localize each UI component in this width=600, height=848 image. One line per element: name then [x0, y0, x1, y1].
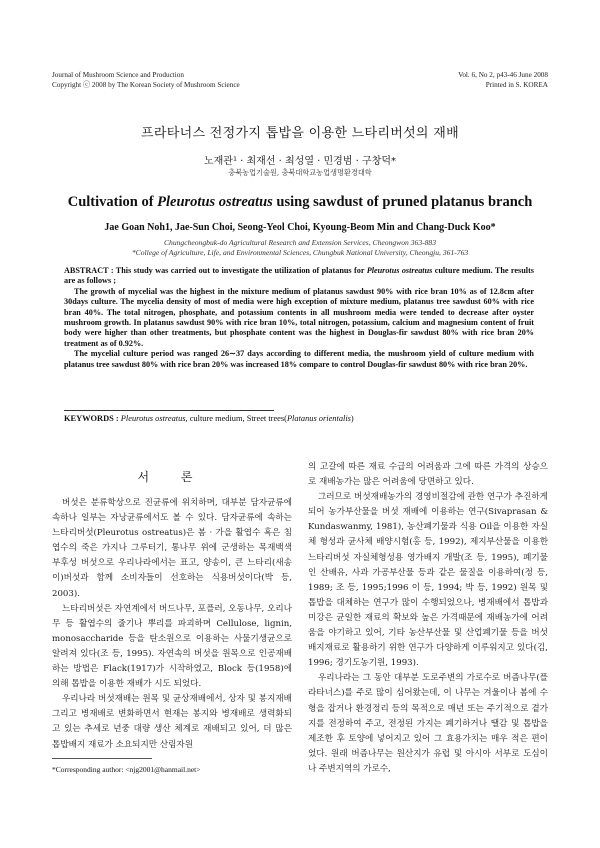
section-title-introduction: 서 론: [137, 470, 207, 484]
keywords-rule: [64, 410, 274, 411]
right-paragraph-3: 우리나라는 그 동안 대부분 도로주변의 가로수로 버즘나무(플라타너스)를 주로 많이 심어왔는데, 이 나무는 겨울이나 봄에 수형을 잡거나 환경정리 등의 목적으로 매년 또는 주기적으로 곁가지를 전정하여 주고, 전정된 가지는 폐기하거나 땔감 및 톱밥을 제조한 후 토양에 넣어지고 있어 그 효용가치는 매우 적은 편이었다. 원래 버즘나무는 원산지가 유럽 및 아시아 서부로 도심이나 주변지역의 가로수,: [308, 673, 548, 774]
volume-info: Vol. 6, No 2, p43-46 June 2008: [458, 71, 548, 79]
right-column: [308, 460, 548, 777]
abstract-species: Pleurotus ostreatus: [366, 266, 433, 275]
left-column: [52, 496, 292, 753]
corresponding-author-footnote: *Corresponding author: <njg2001@hanmail.net>: [52, 765, 201, 774]
english-affiliation-1: Chungcheongbuk-do Agricultural Research and Extension Services, Cheongwon 363-883: [163, 238, 437, 247]
title-suffix: using sawdust of pruned platanus branch: [272, 194, 533, 210]
abstract-label: ABSTRACT :: [64, 266, 116, 275]
english-affiliation-2: *College of Agriculture, Life, and Environmental Sciences, Chungbuk National University, Cheongju, 361-763: [131, 248, 469, 257]
keywords: [64, 414, 534, 423]
left-paragraph-3: 우리나라 버섯재배는 원목 및 균상재배에서, 상자 및 봉지재배 그리고 병재배로 변화하면서 현재는 봉지와 병재배로 생력화되고 있는 추세로 년중 대량 생산 체계로 재배되고 있어, 더 많은 톱밥배지 재료가 소요되지만 산림자원: [52, 694, 292, 750]
title-prefix: Cultivation of: [67, 194, 158, 210]
english-authors: Jae Goan Noh1, Jae-Sun Choi, Seong-Yeol Choi, Kyoung-Beom Min and Chang-Duck Koo*: [104, 222, 496, 233]
keyword-genus: Platanus orientalis: [286, 414, 351, 423]
right-paragraph-1: 의 고갈에 따른 재료 수급의 어려움과 그에 따른 가격의 상승으로 재배농가는 많은 어려움에 당면하고 있다.: [308, 462, 548, 488]
abstract-paragraph-3: The mycelial culture period was ranged 26∼37 days according to different media, the mushroom yield of culture medium with platanus tree sawdust 80% with rice bran 20% was increased 18% compare to control Douglas-fir sawdust 80% with rice bran 20%.: [64, 349, 534, 369]
journal-name: Journal of Mushroom Science and Production: [52, 71, 184, 79]
english-title: [0, 194, 600, 211]
keywords-label: KEYWORDS :: [64, 414, 121, 423]
journal-header-left: [52, 70, 240, 90]
keywords-middle: , culture medium, Street trees(: [185, 414, 287, 423]
footnote-rule: [52, 758, 152, 759]
korean-authors: 노재관¹ · 최재선 · 최성열 · 민경범 · 구창덕*: [203, 156, 397, 167]
abstract-lead-text-end: culture medium. The results are as follows ;: [64, 266, 534, 286]
abstract-lead-text: This study was carried out to investigate the utilization of platanus for: [115, 266, 367, 275]
abstract-lead: [64, 266, 534, 287]
abstract: [64, 266, 534, 370]
left-paragraph-1: 버섯은 분류학상으로 진균류에 위치하며, 대부분 담자균류에 속하나 일부는 자낭균류에서도 볼 수 있다. 담자균류에 속하는 느타리버섯(Pleurotus ostreatus)은 봄 · 가을 활엽수 혹은 침엽수의 죽은 가지나 그루터기, 통나무 위에 군생하는 목재백색 부후성 버섯으로 우리나라에서는 표고, 양송이, 큰 느타리(새송이)버섯과 함께 소비자들이 선호하는 식용버섯이다(박 등, 2003).: [52, 498, 292, 599]
printed-info: Printed in S. KOREA: [485, 81, 548, 89]
copyright-line: Copyright ⓒ 2008 by The Korean Society of Mushroom Science: [52, 81, 240, 89]
right-paragraph-2: 그러므로 버섯재배농가의 경영비절감에 관한 연구가 추진하게 되어 농가부산물을 버섯 재배에 이용하는 연구(Sivaprasan & Kundaswanmy, 1981), 농산폐기물과 식용 Oil을 이용한 자실체 형성과 균사체 배양시험(홍 등, 1992), 제지부산물을 이용한 느타리버섯 자실체형성용 영가배지 개발(조 등, 1995), 폐기물인 산배유, 사과 가공부산물 등과 같은 물질을 이용하여(정 등, 1989; 조 등, 1995;1996 이 등, 1994; 박 등, 1992) 원목 및 톱밥을 대체하는 연구가 많이 수행되었으나, 병재배에서 톱밥과 미강은 균일한 재료의 확보와 높은 가격때문에 재배농가에 어려움을 야기하고 있어, 기타 농산부산물 및 산업폐기물 등을 버섯배지재료로 활용하기 위한 연구가 다양하게 이루워지고 있다(김, 1996; 경기도농기원, 1993).: [308, 492, 548, 669]
left-paragraph-2: 느타리버섯은 자연계에서 버드나무, 포플러, 오동나무, 오리나무 등 활엽수의 줄기나 뿌리를 파괴하며 Cellulose, lignin, monosaccharide 등을 탄소원으로 이용하는 사물기생균으로 알려져 있다(조 등, 1995). 자연속의 버섯을 원목으로 인공재배 하는 방법은 Flack(1917)가 시작하였고, Block 등(1958)에 의해 톱밥을 이용한 재배가 시도 되었다.: [52, 603, 292, 690]
keyword-species: Pleurotus ostreatus: [120, 414, 186, 423]
keywords-end: ): [350, 414, 354, 423]
abstract-paragraph-2: The growth of mycelial was the highest in the mixture medium of platanus sawdust 90% with rice bran 10% as of 12.8cm after 30days culture. The mycelia density of most of media were high exception of mixture medium, platanus tree sawdust 60% with rice bran 40%. The total nitrogen, phosphate, and potassium contents in all mushroom media were tended to decrease after oyster mushroom growth. In platanus sawdust 90% with rice bran 10%, total nitrogen, potassium, calcium and magnesium content of fruit body were higher than other treatments, but phosphate content was the highest in Douglas-fir sawdust 80% with rice bran 20% treatment as of 0.92%.: [64, 286, 534, 348]
title-species: Pleurotus ostreatus: [157, 194, 273, 210]
korean-affiliation: 충북농업기술원, 충북대학교농업생명환경대학: [228, 168, 372, 177]
journal-header-right: [458, 70, 548, 90]
korean-title: 프라타너스 전정가지 톱밥을 이용한 느타리버섯의 재배: [141, 126, 459, 141]
